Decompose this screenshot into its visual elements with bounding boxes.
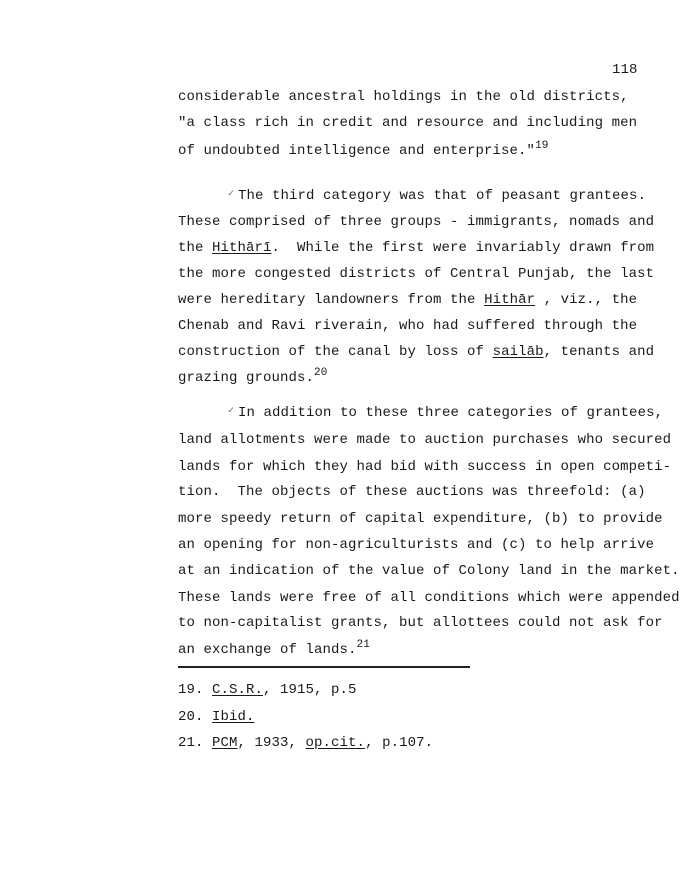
text-segment: construction of the canal by loss of (178, 344, 493, 360)
text-segment: These lands were free of all conditions which were appended (178, 590, 680, 606)
underlined-term: sailāb (492, 344, 544, 360)
citation-title: op.cit. (305, 735, 366, 751)
citation-title: C.S.R. (212, 682, 264, 698)
footnote-ref: 19 (535, 140, 549, 152)
text-segment: an exchange of lands. (178, 642, 357, 658)
text-segment: the more congested districts of Central Punjab, the last (178, 266, 655, 282)
text-line (178, 367, 328, 386)
text-segment: "a class rich in credit and resource and including men (178, 115, 638, 131)
text-segment: Chenab and Ravi riverain, who had suffered through the (178, 318, 638, 334)
text-segment: tion. The objects of these auctions was threefold: (a) (178, 484, 646, 500)
footnote-ref: 21 (356, 639, 370, 651)
underlined-term: Hithārī (212, 240, 272, 256)
footnote (178, 735, 433, 751)
text-line (178, 484, 646, 500)
text-line (178, 537, 654, 553)
check-mark-icon: ✓ (228, 406, 235, 417)
text-segment: the (178, 240, 213, 256)
text-line (178, 459, 671, 475)
footnote-divider (178, 666, 470, 668)
text-segment: , viz., the (535, 292, 638, 308)
text-segment: land allotments were made to auction purchases who secured (178, 432, 672, 448)
text-line (178, 266, 654, 282)
text-segment: of undoubted intelligence and enterprise." (178, 143, 536, 159)
text-segment: 20. (178, 709, 213, 725)
text-line (178, 639, 370, 658)
citation-title: Ibid. (212, 709, 255, 725)
text-line (238, 405, 663, 421)
text-line (178, 615, 663, 631)
text-line (238, 188, 646, 204)
text-line (178, 89, 629, 105)
text-segment: , 1915, p.5 (263, 682, 357, 698)
text-line (178, 344, 654, 360)
text-segment: The third category was that of peasant grantees. (238, 188, 647, 204)
text-segment: , tenants and (543, 344, 655, 360)
text-line (178, 318, 637, 334)
text-line (178, 511, 663, 527)
text-line (178, 563, 680, 579)
text-segment: . While the first were invariably drawn from (271, 240, 655, 256)
text-segment: 21. (178, 735, 213, 751)
text-segment: In addition to these three categories of grantees, (238, 405, 664, 421)
text-segment: lands for which they had bid with success in open competi- (178, 459, 672, 475)
text-line (178, 432, 671, 448)
page-number: 118 (612, 62, 638, 78)
text-segment: more speedy return of capital expenditure, (b) to provide (178, 511, 663, 527)
text-segment: were hereditary landowners from the (178, 292, 485, 308)
citation-title: PCM (212, 735, 238, 751)
text-segment: , p.107. (365, 735, 434, 751)
text-line (178, 240, 654, 256)
text-segment: at an indication of the value of Colony land in the market. (178, 563, 680, 579)
text-segment: an opening for non-agriculturists and (c) to help arrive (178, 537, 655, 553)
footnote-ref: 20 (314, 367, 328, 379)
text-segment: to non-capitalist grants, but allottees could not ask for (178, 615, 663, 631)
text-line (178, 590, 680, 606)
text-line (178, 115, 637, 131)
text-segment: grazing grounds. (178, 370, 315, 386)
footnote (178, 682, 357, 698)
text-segment: These comprised of three groups - immigrants, nomads and (178, 214, 655, 230)
text-segment: 19. (178, 682, 213, 698)
text-line (178, 140, 549, 159)
text-line (178, 292, 637, 308)
footnote (178, 709, 255, 725)
text-line (178, 214, 654, 230)
text-segment: considerable ancestral holdings in the old districts, (178, 89, 629, 105)
check-mark-icon: ✓ (228, 189, 235, 200)
underlined-term: Hithār (484, 292, 536, 308)
text-segment: , 1933, (237, 735, 306, 751)
